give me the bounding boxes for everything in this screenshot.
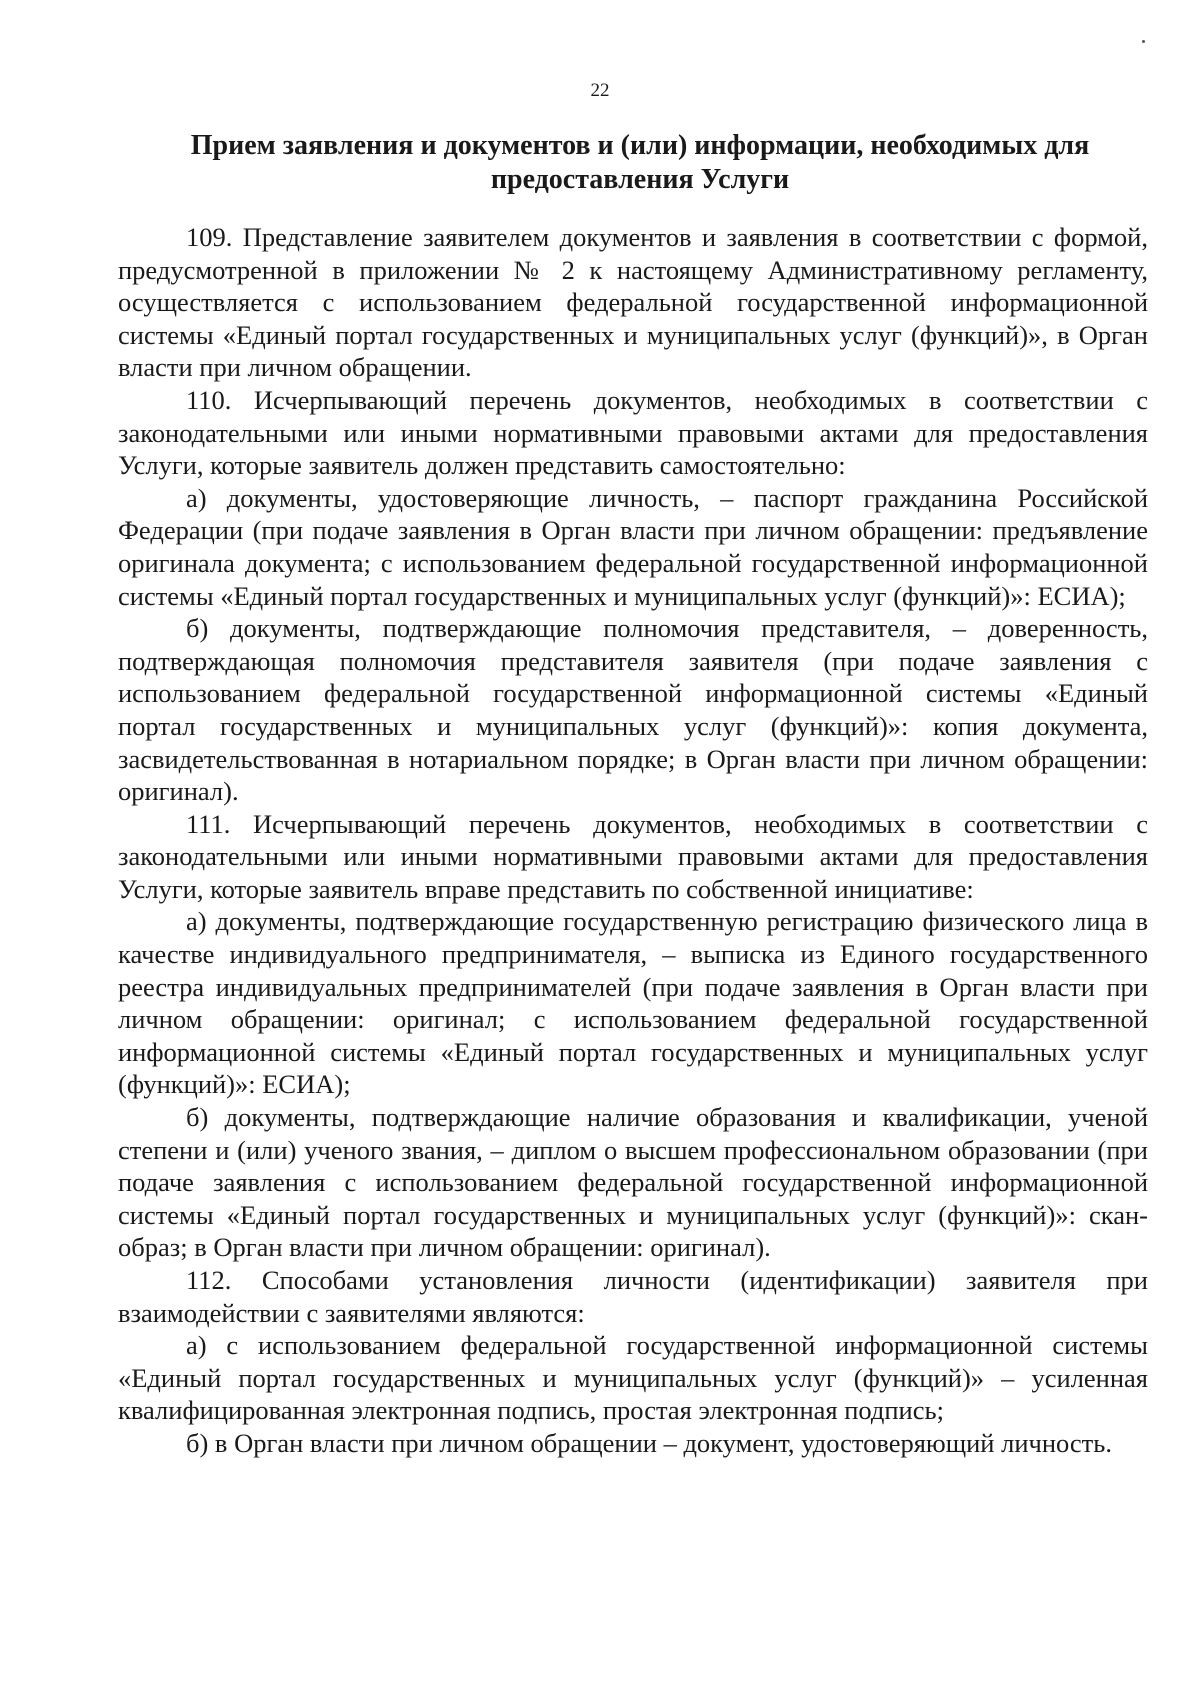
paragraph-110-item-b: б) документы, подтверждающие полномочия представителя, – доверенность, подтверждающая полномочия представителя заявителя (при подаче заявления с использованием федеральной государственной информационной системы «Единый портал государственных и муниципальных услуг (функций)»: копия документа, засвидетельствованная в нотариальном порядке; в Орган власти при личном обращении: оригинал). [118,613,1148,807]
paragraph-112-item-b: б) в Орган власти при личном обращении – документ, удостоверяющий личность. [186,1427,1112,1458]
paragraph-111-item-a: а) документы, подтверждающие государственную регистрацию физического лица в качестве индивидуального предпринимателя, – выписка из Единого государственного реестра индивидуальных предпринимателей (при подаче заявления в Орган власти при личном обращении: оригинал; с использованием федеральной государственной информационной системы «Единый портал государственных и муниципальных услуг (функций)»: ЕСИА); [118,906,1148,1100]
page-number: 22 [590,80,610,101]
paragraph-110-item-a: а) документы, удостоверяющие личность, – паспорт гражданина Российской Федерации (при подаче заявления в Орган власти при личном обращении: предъявление оригинала документа; с использованием федеральной государственной информационной системы «Единый портал государственных и муниципальных услуг (функций)»: ЕСИА); [118,482,1148,611]
paragraph-111: 111. Исчерпывающий перечень документов, необходимых в соответствии с законодательными или иными нормативными правовыми актами для предоставления Услуги, которые заявитель вправе представить по собственной инициативе: [118,808,1148,904]
paragraph-112: 112. Способами установления личности (идентификации) заявителя при взаимодействии с заявителями являются: [118,1265,1148,1328]
paragraph-111-item-b: б) документы, подтверждающие наличие образования и квалификации, ученой степени и (или) ученого звания, – диплом о высшем профессиональном образовании (при подаче заявления с использованием федеральной государственной информационной системы «Единый портал государственных и муниципальных услуг (функций)»: скан-образ; в Орган власти при личном обращении: оригинал). [118,1102,1148,1263]
scan-speck [1142,40,1145,43]
section-title: Прием заявления и документов и (или) информации, необходимых для предоставления Услуги [190,130,1090,195]
paragraph-112-item-a: а) с использованием федеральной государственной информационной системы «Единый портал государственных и муниципальных услуг (функций)» – усиленная квалифицированная электронная подпись, простая электронная подпись; [118,1330,1148,1426]
paragraph-109: 109. Представление заявителем документов и заявления в соответствии с формой, предусмотренной в приложении № 2 к настоящему Административному регламенту, осуществляется с использованием федеральной государственной информационной системы «Единый портал государственных и муниципальных услуг (функций)», в Орган власти при личном обращении. [118,222,1148,383]
document-body [118,221,1148,1460]
paragraph-110: 110. Исчерпывающий перечень документов, необходимых в соответствии с законодательными или иными нормативными правовыми актами для предоставления Услуги, которые заявитель должен представить самостоятельно: [118,384,1148,481]
